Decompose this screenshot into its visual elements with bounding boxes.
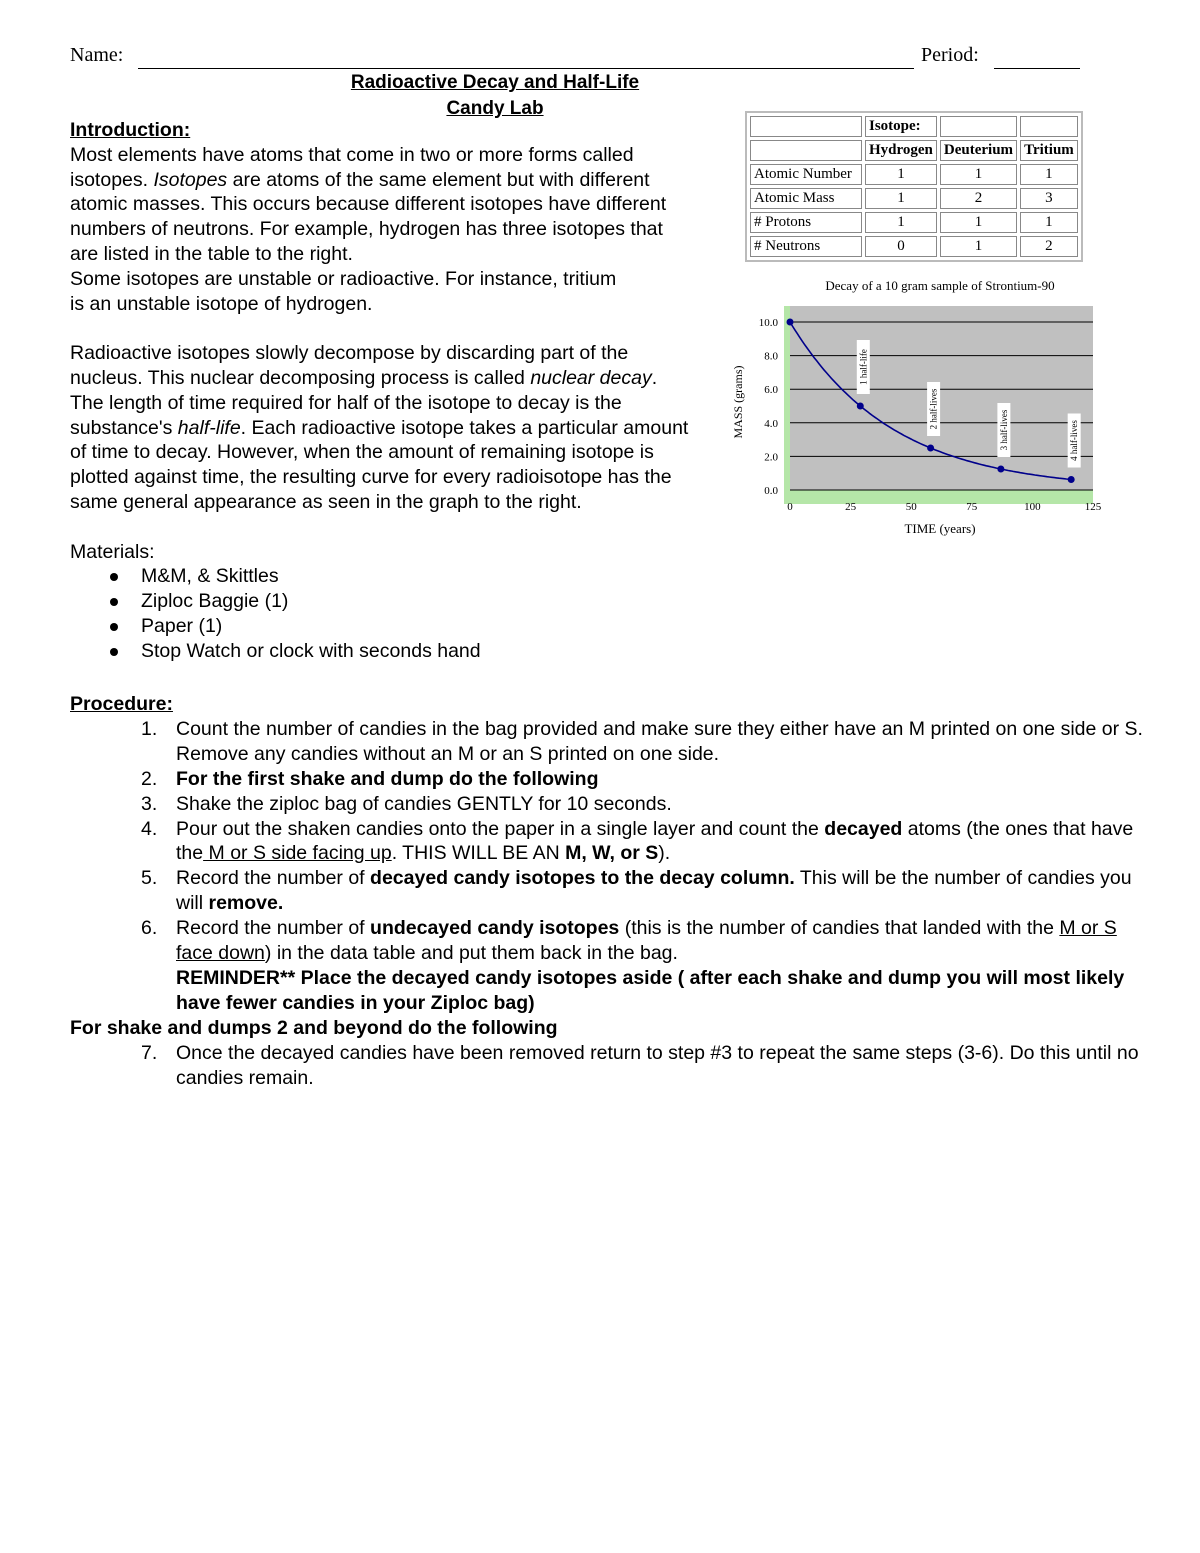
name-label: Name: [70,44,124,66]
intro-paragraph-2: Some isotopes are unstable or radioactive. For instance, tritium is an unstable isotope of hydrogen. [70,267,617,315]
x-tick-label: 0 [787,501,793,513]
table-row [750,140,1078,161]
y-axis-label: MASS (grams) [731,365,745,439]
table-cell: 1 [940,236,1017,257]
table-cell: 1 [865,164,937,185]
x-tick-label: 75 [966,501,978,513]
table-cell: 2 [1020,236,1078,257]
x-tick-label: 125 [1084,501,1102,513]
data-point [1068,476,1075,483]
table-cell: 1 [1020,212,1078,233]
introduction-section [70,118,710,664]
table-header-cell: Tritium [1020,140,1078,161]
list-item: Stop Watch or clock with seconds hand [70,639,710,664]
table-row-label: Atomic Number [750,164,862,185]
y-tick-label: 8.0 [764,350,778,363]
x-tick-label: 50 [905,501,917,513]
x-axis-label: TIME (years) [904,521,976,536]
procedure-section [70,692,1150,1091]
table-header-cell: Isotope: [865,116,937,137]
y-tick-label: 2.0 [764,451,778,464]
data-point [787,319,794,326]
procedure-step-7: 7. Once the decayed candies have been removed return to step #3 to repeat the same steps (3-6). Do this until no candies remain. [141,1041,1139,1089]
name-period-header [70,44,1080,72]
list-item: Ziploc Baggie (1) [70,589,710,614]
decay-chart [725,276,1105,540]
y-tick-label: 10.0 [758,317,778,329]
table-row [750,236,1078,257]
procedure-step-4: 4. Pour out the shaken candies onto the paper in a single layer and count the decayed atoms (the ones that have the M or S side facing up. THIS WILL BE AN M, W, or S). [141,817,1134,865]
chart-title: Decay of a 10 gram sample of Strontium-90 [825,278,1055,293]
table-row-label: # Neutrons [750,236,862,257]
annotation-label: 3 half-lives [998,409,1009,451]
procedure-step-2: 2. For the first shake and dump do the following [141,767,599,790]
procedure-heading: Procedure: [70,693,173,715]
table-header-cell: Hydrogen [865,140,937,161]
table-cell: 1 [940,212,1017,233]
reminder-note: REMINDER** Place the decayed candy isotopes aside ( after each shake and dump you will most likely have fewer candies in your Ziploc bag) [176,966,1125,1014]
y-tick-label: 4.0 [764,417,778,430]
table-cell: 3 [1020,188,1078,209]
table-row [750,164,1078,185]
x-tick-label: 100 [1024,501,1041,513]
data-point [927,445,934,452]
table-row [750,212,1078,233]
procedure-step-3: 3. Shake the ziploc bag of candies GENTLY for 10 seconds. [141,792,672,815]
table-row [750,116,1078,137]
table-cell: 1 [865,212,937,233]
table-cell: 2 [940,188,1017,209]
annotation-label: 1 half-life [858,349,869,385]
isotope-table [745,111,1083,262]
intro-paragraph-1: Most elements have atoms that come in two or more forms called isotopes. Isotopes are atoms of the same element but with different atomic masses. This occurs because different isotopes have different numbers of neutrons. For example, hydrogen has three isotopes that are listed in the table to the right. [70,143,667,265]
procedure-step-5: 5. Record the number of decayed candy isotopes to the decay column. This will be the number of candies you will remove. [141,867,1132,915]
table-row [750,188,1078,209]
list-item: Paper (1) [70,614,710,639]
materials-heading: Materials: [70,540,155,563]
intro-paragraph-3: Radioactive isotopes slowly decompose by discarding part of the nucleus. This nuclear decomposing process is called nuclear decay. The length of time required for half of the isotope to decay is the substance's half-life. Each radioactive isotope takes a particular amount of time to decay. However, when the amount of remaining isotope is plotted against time, the resulting curve for every radioisotope has the same general appearance as seen in the graph to the right. [70,342,689,513]
table-cell: 0 [865,236,937,257]
annotation-label: 4 half-lives [1069,420,1080,461]
table-row-label: # Protons [750,212,862,233]
period-field[interactable] [994,68,1080,69]
period-label: Period: [921,44,979,66]
table-cell: 1 [865,188,937,209]
y-tick-label: 0.0 [764,485,778,497]
list-item: M&M, & Skittles [70,564,710,589]
x-tick-label: 25 [845,501,857,513]
procedure-step-1: 1. Count the number of candies in the bag provided and make sure they either have an M printed on one side or S. Remove any candies without an M or an S printed on one side. [141,717,1143,765]
table-header-cell: Deuterium [940,140,1017,161]
introduction-heading: Introduction: [70,119,191,141]
data-point [857,403,864,410]
table-cell: 1 [1020,164,1078,185]
table-cell: 1 [940,164,1017,185]
procedure-subheading: For shake and dumps 2 and beyond do the following [70,1016,558,1039]
table-row-label: Atomic Mass [750,188,862,209]
data-point [997,466,1004,473]
name-field[interactable] [138,68,914,69]
procedure-step-6: 6. Record the number of undecayed candy isotopes (this is the number of candies that landed with the M or S face down) in the data table and put them back in the bag. [141,917,1117,965]
materials-list [70,564,710,663]
plot-area [790,306,1093,490]
y-tick-label: 6.0 [764,384,778,397]
page-subtitle: Candy Lab [446,98,544,119]
annotation-label: 2 half-lives [928,388,939,430]
page-title: Radioactive Decay and Half-Life [350,72,640,93]
